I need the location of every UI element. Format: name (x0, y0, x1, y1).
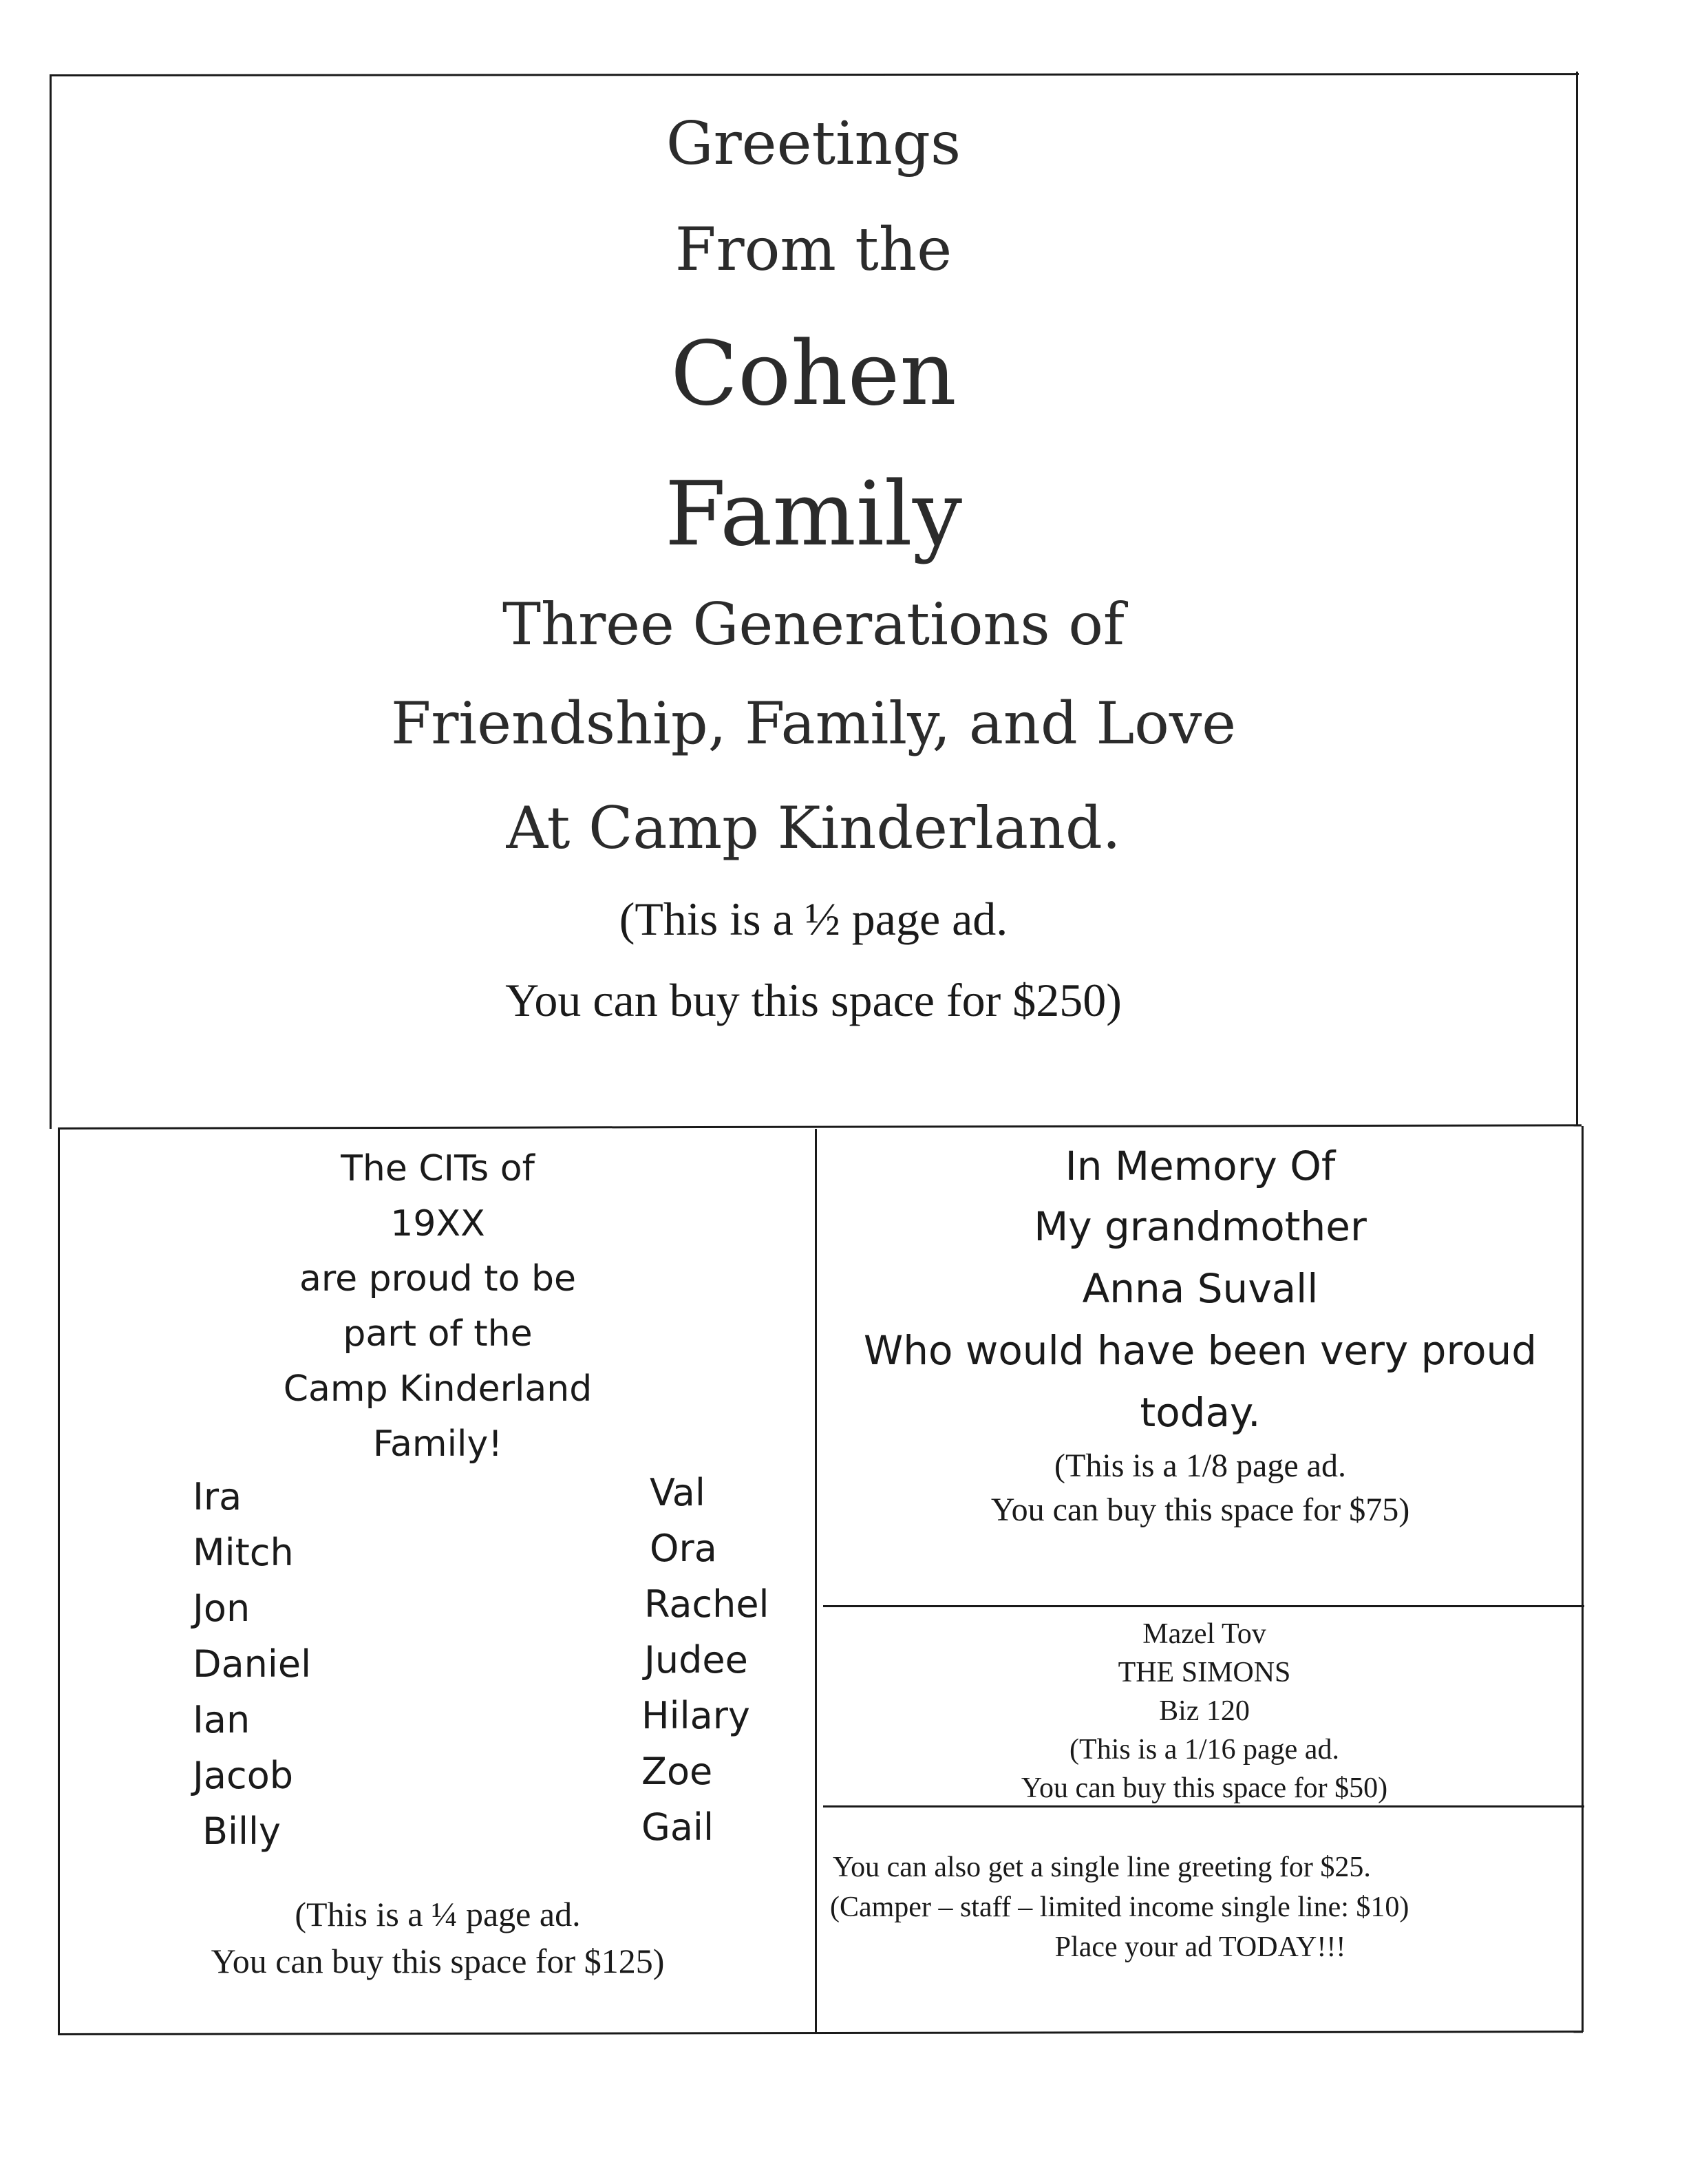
price-note-line-2: You can buy this space for $250) (505, 974, 1122, 1026)
single-line-3: Place your ad TODAY!!! (1054, 1931, 1346, 1963)
cit-names-right (641, 1465, 769, 1855)
price-note-line-1: (This is a ½ page ad. (619, 893, 1008, 945)
list-item: Ora (650, 1527, 717, 1570)
memory-line-3: Anna Suvall (1082, 1265, 1319, 1312)
simons-line-3: Biz 120 (1159, 1695, 1250, 1727)
list-item: Judee (644, 1638, 748, 1682)
list-item: Hilary (641, 1694, 750, 1737)
memory-price-note-line-2: You can buy this space for $75) (990, 1492, 1410, 1528)
cit-names-left (193, 1469, 311, 1859)
list-item: Billy (202, 1810, 281, 1853)
outer-border-top (50, 73, 1579, 76)
single-line-2: (Camper – staff – limited income single line: $10) (830, 1891, 1409, 1923)
greeting-line-2: From the (674, 215, 952, 284)
cit-line-5: Camp Kinderland (283, 1368, 593, 1410)
tagline-line-2: Friendship, Family, and Love (390, 690, 1237, 757)
cit-line-4: part of the (343, 1313, 533, 1355)
memory-price-note-line-1: (This is a 1/8 page ad. (1054, 1448, 1346, 1484)
single-line-ad (819, 1807, 1582, 2028)
simons-line-4: (This is a 1/16 page ad. (1069, 1734, 1339, 1766)
list-item: Gail (641, 1805, 714, 1849)
cit-line-6: Family! (372, 1423, 503, 1465)
list-item: Mitch (193, 1531, 294, 1574)
eighth-page-ad (819, 1129, 1582, 1605)
memory-line-2: My grandmother (1034, 1203, 1367, 1250)
family-word: Family (665, 463, 962, 566)
cit-line-1: The CITs of (341, 1148, 535, 1189)
list-item: Daniel (193, 1642, 312, 1686)
cit-price-note-line-2: You can buy this space for $125) (211, 1942, 665, 1980)
quarter-page-ad (59, 1134, 816, 2033)
greeting-line-1: Greetings (666, 109, 961, 178)
right-column-border (1582, 1126, 1584, 2032)
list-item: Zoe (641, 1750, 713, 1793)
outer-border-right (1576, 72, 1578, 1126)
cit-line-3: are proud to be (299, 1258, 576, 1300)
memory-line-4: Who would have been very proud (863, 1327, 1537, 1374)
list-item: Ian (193, 1698, 251, 1741)
simons-line-2: THE SIMONS (1118, 1657, 1291, 1688)
single-line-1: You can also get a single line greeting for $25. (833, 1852, 1371, 1883)
simons-line-5: You can buy this space for $50) (1021, 1772, 1388, 1804)
list-item: Jon (193, 1587, 251, 1630)
memory-line-5: today. (1140, 1389, 1261, 1436)
memory-line-1: In Memory Of (1065, 1143, 1336, 1189)
cit-line-2: 19XX (390, 1203, 485, 1244)
half-page-ad (51, 77, 1576, 1130)
simons-line-1: Mazel Tov (1142, 1618, 1266, 1650)
cit-price-note-line-1: (This is a ¼ page ad. (295, 1895, 581, 1933)
sixteenth-page-ad (823, 1607, 1586, 1806)
list-item: Ira (193, 1475, 242, 1518)
list-item: Jacob (193, 1754, 294, 1797)
tagline-line-1: Three Generations of (502, 591, 1125, 658)
tagline-line-3: At Camp Kinderland. (506, 794, 1121, 862)
list-item: Rachel (644, 1582, 769, 1626)
list-item: Val (650, 1471, 705, 1514)
family-name: Cohen (670, 323, 957, 425)
